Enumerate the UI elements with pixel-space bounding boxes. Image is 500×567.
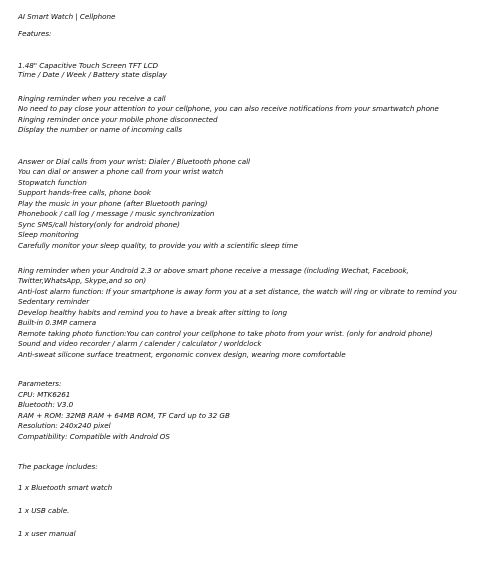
calls-line-7: Sync SMS/call history(only for android phone) <box>18 220 180 229</box>
parameters-bluetooth: Bluetooth: V3.0 <box>18 400 74 409</box>
ringing-line-2: No need to pay close your attention to your cellphone, you can also receive notifications from your smartwatch phone <box>18 104 439 113</box>
reminder-line-6: Built-in 0.3MP camera <box>18 318 97 327</box>
features-heading: Features: <box>18 29 52 38</box>
display-line-2: Time / Date / Week / Battery state display <box>18 70 167 79</box>
reminder-line-4: Sedentary reminder <box>18 297 90 306</box>
package-heading: The package includes: <box>18 462 98 471</box>
parameters-memory: RAM + ROM: 32MB RAM + 64MB ROM, TF Card up to 32 GB <box>18 411 230 420</box>
calls-line-4: Support hands-free calls, phone book <box>18 188 151 197</box>
document-title: AI Smart Watch | Cellphone <box>18 12 116 21</box>
reminder-line-2: Twitter,WhatsApp, Skype,and so on) <box>18 276 147 285</box>
reminder-line-9: Anti-sweat silicone surface treatment, ergonomic convex design, wearing more comfortable <box>18 350 346 359</box>
calls-line-2: You can dial or answer a phone call from your wrist watch <box>18 167 224 176</box>
ringing-line-3: Ringing reminder once your mobile phone disconnected <box>18 115 218 124</box>
calls-line-5: Play the music in your phone (after Bluetooth paring) <box>18 199 208 208</box>
calls-line-9: Carefully monitor your sleep quality, to provide you with a scientific sleep time <box>18 241 298 250</box>
parameters-resolution: Resolution: 240x240 pixel <box>18 421 111 430</box>
calls-line-1: Answer or Dial calls from your wrist: Dialer / Bluetooth phone call <box>18 157 250 166</box>
display-line-1: 1.48" Capacitive Touch Screen TFT LCD <box>18 61 159 70</box>
package-item-user-manual: 1 x user manual <box>18 529 76 538</box>
reminder-line-1: Ring reminder when your Android 2.3 or above smart phone receive a message (including Wechat, Facebook, <box>18 266 409 275</box>
reminder-line-8: Sound and video recorder / alarm / calender / calculator / worldclock <box>18 339 262 348</box>
parameters-compatibility: Compatibility: Compatible with Android OS <box>18 432 170 441</box>
package-item-usb-cable: 1 x USB cable. <box>18 506 70 515</box>
ringing-line-1: Ringing reminder when you receive a call <box>18 94 166 103</box>
reminder-line-7: Remote taking photo function:You can control your cellphone to take photo from your wrist. (only for android phone) <box>18 329 433 338</box>
calls-line-8: Sleep monitoring <box>18 230 79 239</box>
reminder-line-3: Anti-lost alarm function: If your smartphone is away form you at a set distance, the watch will ring or vibrate to remind you <box>18 287 457 296</box>
parameters-cpu: CPU: MTK6261 <box>18 390 71 399</box>
calls-line-3: Stopwatch function <box>18 178 87 187</box>
ringing-line-4: Display the number or name of incoming calls <box>18 125 182 134</box>
reminder-line-5: Develop healthy habits and remind you to have a break after sitting to long <box>18 308 287 317</box>
package-item-watch: 1 x Bluetooth smart watch <box>18 483 113 492</box>
parameters-heading: Parameters: <box>18 379 62 388</box>
calls-line-6: Phonebook / call log / message / music synchronization <box>18 209 215 218</box>
